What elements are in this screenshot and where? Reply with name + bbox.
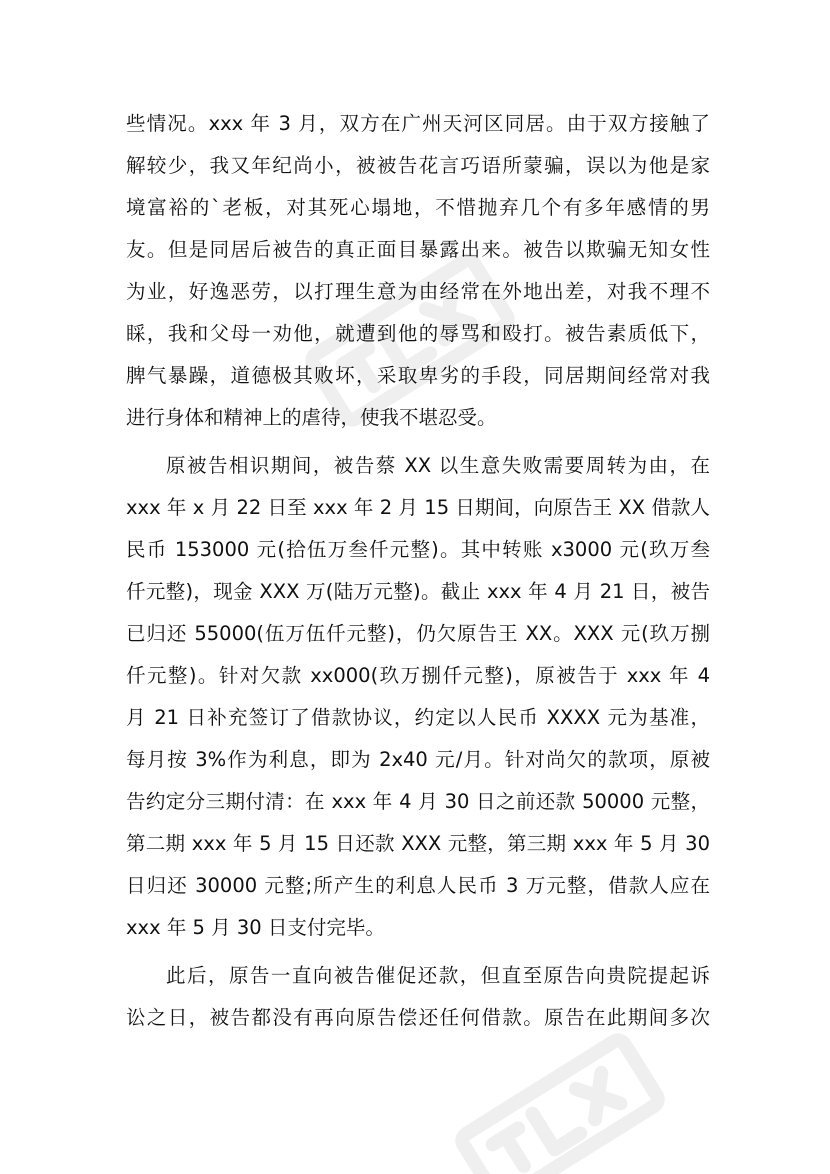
text-line: 为业，好逸恶劳，以打理生意为由经常在外地出差，对我不理不 xyxy=(126,280,710,303)
text-line: 友。但是同居后被告的真正面目暴露出来。被告以欺骗无知女性 xyxy=(126,238,710,261)
text-line: 第二期 xxx 年 5 月 15 日还款 XXX 元整，第三期 xxx 年 5 月 30 xyxy=(126,832,710,855)
text-line: 每月按 3%作为利息，即为 2x40 元/月。针对尚欠的款项，原被 xyxy=(126,748,710,771)
text-line: 脾气暴躁，道德极其败坏，采取卑劣的手段，同居期间经常对我 xyxy=(126,364,710,387)
text-line: 进行身体和精神上的虐待，使我不堪忍受。 xyxy=(126,406,497,429)
text-line: 民币 153000 元(拾伍万叁仟元整)。其中转账 x3000 元(玖万叁 xyxy=(126,538,710,561)
text-line: 告约定分三期付清：在 xxx 年 4 月 30 日之前还款 50000 元整， xyxy=(126,790,710,813)
document-body xyxy=(126,103,710,1039)
text-line: 睬，我和父母一劝他，就遭到他的辱骂和殴打。被告素质低下， xyxy=(126,322,710,345)
watermark-stamp-bottom xyxy=(459,1037,660,1174)
text-line: 仟元整)，现金 XXX 万(陆万元整)。截止 xxx 年 4 月 21 日，被告 xyxy=(126,580,710,603)
text-line: 仟元整)。针对欠款 xx000(玖万捌仟元整)，原被告于 xxx 年 4 xyxy=(126,664,710,687)
text-line: 原被告相识期间，被告蔡 XX 以生意失败需要周转为由，在 xyxy=(166,454,710,477)
text-line: 境富裕的`老板，对其死心塌地，不惜抛弃几个有多年感情的男 xyxy=(126,196,710,219)
text-line: xxx 年 x 月 22 日至 xxx 年 2 月 15 日期间，向原告王 XX 借款人 xyxy=(126,496,710,519)
text-line: 日归还 30000 元整;所产生的利息人民币 3 万元整，借款人应在 xyxy=(126,874,710,897)
text-line: 解较少，我又年纪尚小，被被告花言巧语所蒙骗，误以为他是家 xyxy=(126,154,710,177)
text-line: xxx 年 5 月 30 日支付完毕。 xyxy=(126,916,385,939)
text-line: 此后，原告一直向被告催促还款，但直至原告向贵院提起诉 xyxy=(166,964,710,987)
text-line: 些情况。xxx 年 3 月，双方在广州天河区同居。由于双方接触了 xyxy=(126,112,710,135)
text-line: 已归还 55000(伍万伍仟元整)，仍欠原告王 XX。XXX 元(玖万捌 xyxy=(126,622,710,645)
text-line: 讼之日，被告都没有再向原告偿还任何借款。原告在此期间多次 xyxy=(126,1006,710,1029)
text-line: 月 21 日补充签订了借款协议，约定以人民币 XXXX 元为基准， xyxy=(126,706,710,729)
